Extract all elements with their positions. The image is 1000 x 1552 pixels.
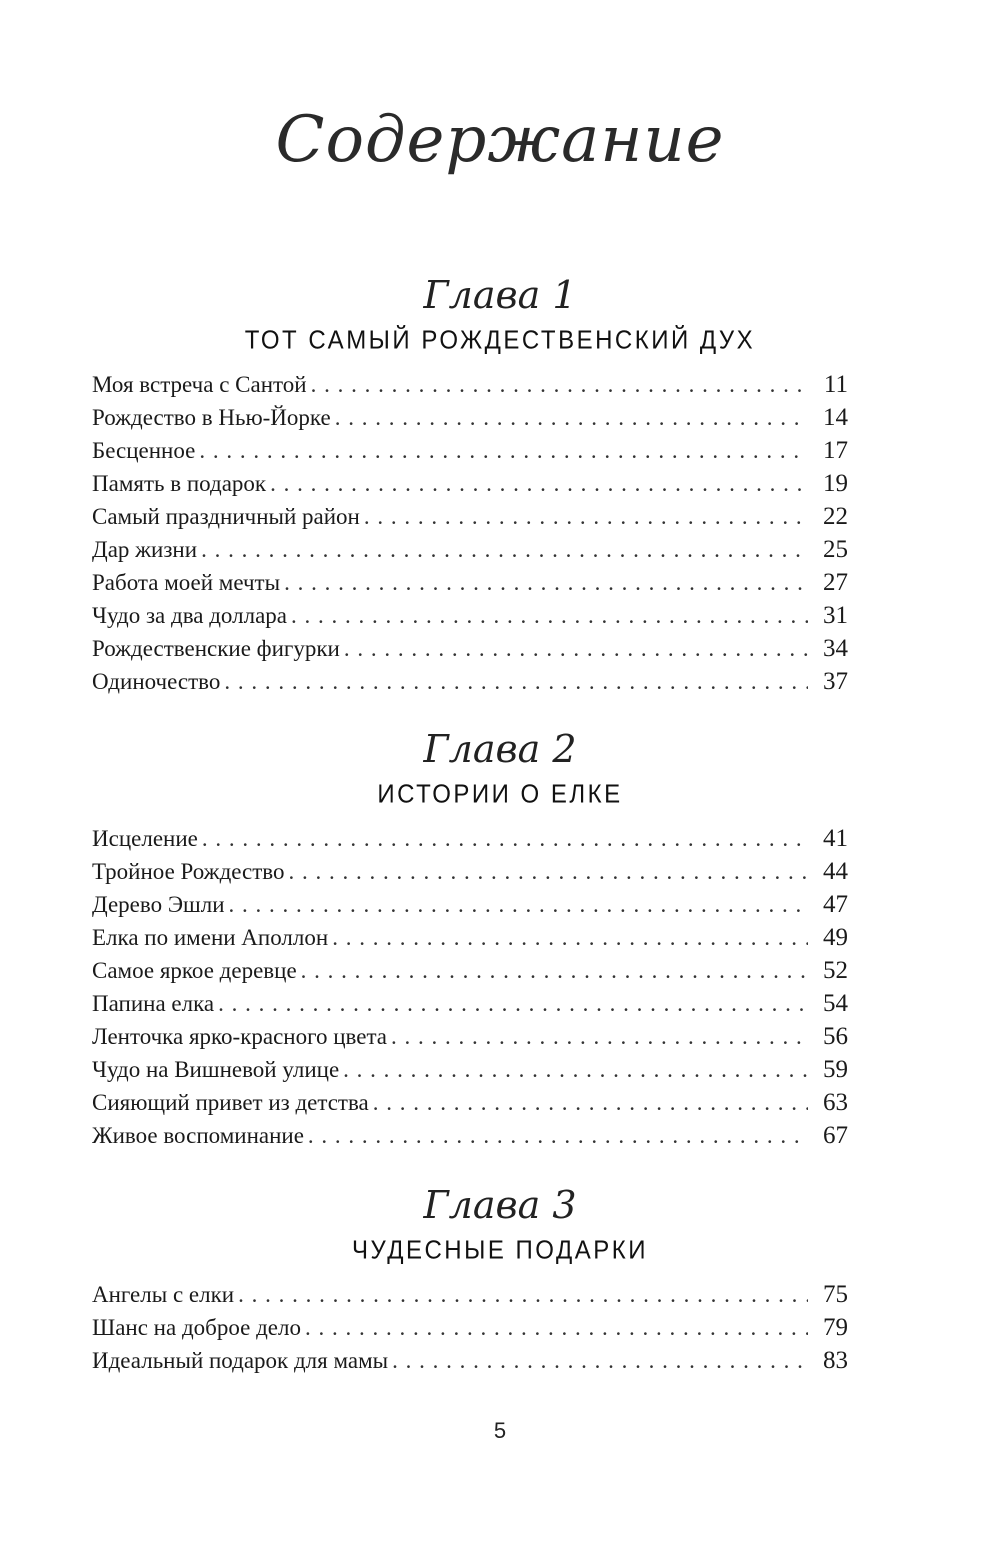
- toc-entry-title: Одиночество: [92, 669, 221, 694]
- toc-entry-title: Рождественские фигурки: [92, 636, 340, 661]
- leader-dots: [364, 500, 808, 533]
- toc-entry-page: 56: [823, 1023, 848, 1050]
- toc-entry-page: 41: [823, 825, 848, 852]
- toc-entry-title: Самое яркое деревце: [92, 958, 297, 983]
- toc-entry[interactable]: [92, 921, 848, 954]
- toc-entry-title: Шанс на доброе дело: [92, 1315, 301, 1340]
- leader-dots: [344, 632, 808, 665]
- toc-entry-title: Рождество в Нью-Йорке: [92, 405, 331, 430]
- chapter-heading: ИСТОРИИ О ЕЛКЕ: [377, 779, 623, 810]
- toc-entry-title: Ленточка ярко-красного цвета: [92, 1024, 388, 1049]
- toc-entry[interactable]: [92, 954, 848, 987]
- toc-entry[interactable]: [92, 632, 848, 665]
- toc-entry-title: Самый праздничный район: [92, 504, 360, 529]
- leader-dots: [308, 1119, 808, 1152]
- toc-entry-page: 31: [823, 602, 848, 629]
- toc-entry[interactable]: [92, 855, 848, 888]
- leader-dots: [270, 467, 808, 500]
- chapter-heading: ЧУДЕСНЫЕ ПОДАРКИ: [352, 1235, 648, 1266]
- toc-entry[interactable]: [92, 888, 848, 921]
- toc-entry[interactable]: [92, 1053, 848, 1086]
- toc-entry-page: 22: [823, 503, 848, 530]
- leader-dots: [238, 1278, 808, 1311]
- toc-entry-title: Ангелы с елки: [92, 1282, 235, 1307]
- toc-entry-page: 67: [823, 1122, 848, 1149]
- toc-entry[interactable]: [92, 434, 848, 467]
- leader-dots: [224, 665, 808, 698]
- chapter-label: Глава 1: [423, 273, 577, 317]
- leader-dots: [291, 599, 808, 632]
- toc-entry-title: Память в подарок: [92, 471, 267, 496]
- toc-entry-title: Чудо за два доллара: [92, 603, 287, 628]
- chapter-3-header: [0, 1182, 1000, 1266]
- toc-entry-title: Исцеление: [92, 826, 198, 851]
- leader-dots: [391, 1020, 808, 1053]
- leader-dots: [301, 954, 808, 987]
- toc-entry-page: 37: [823, 668, 848, 695]
- toc-entry[interactable]: [92, 566, 848, 599]
- toc-entry[interactable]: [92, 401, 848, 434]
- toc-entry-page: 34: [823, 635, 848, 662]
- toc-entry-page: 63: [823, 1089, 848, 1116]
- page-title: Содержание: [275, 103, 725, 177]
- toc-entry-title: Живое воспоминание: [92, 1123, 304, 1148]
- toc-entry-title: Работа моей мечты: [92, 570, 281, 595]
- toc-entry-title: Дерево Эшли: [92, 892, 225, 917]
- toc-entry[interactable]: [92, 533, 848, 566]
- toc-entry-page: 25: [823, 536, 848, 563]
- toc-entry-title: Папина елка: [92, 991, 215, 1016]
- leader-dots: [218, 987, 808, 1020]
- toc-entry[interactable]: [92, 1311, 848, 1344]
- toc-entry-page: 27: [823, 569, 848, 596]
- chapter-label: Глава 3: [423, 1183, 577, 1227]
- chapter-2-toc: [92, 822, 848, 1152]
- toc-entry[interactable]: [92, 467, 848, 500]
- toc-entry[interactable]: [92, 987, 848, 1020]
- toc-entry[interactable]: [92, 599, 848, 632]
- chapter-heading: ТОТ САМЫЙ РОЖДЕСТВЕНСКИЙ ДУХ: [244, 325, 756, 356]
- leader-dots: [311, 368, 808, 401]
- leader-dots: [284, 566, 808, 599]
- leader-dots: [289, 855, 808, 888]
- toc-entry[interactable]: [92, 665, 848, 698]
- toc-entry-page: 54: [823, 990, 848, 1017]
- toc-entry[interactable]: [92, 1344, 848, 1377]
- chapter-label: Глава 2: [423, 727, 577, 771]
- toc-entry-title: Сияющий привет из детства: [92, 1090, 369, 1115]
- toc-entry-title: Елка по имени Аполлон: [92, 925, 329, 950]
- toc-entry-page: 52: [823, 957, 848, 984]
- leader-dots: [229, 888, 808, 921]
- toc-entry[interactable]: [92, 1020, 848, 1053]
- chapter-2-header: [0, 726, 1000, 810]
- toc-entry[interactable]: [92, 368, 848, 401]
- toc-entry[interactable]: [92, 1278, 848, 1311]
- leader-dots: [392, 1344, 808, 1377]
- toc-entry[interactable]: [92, 500, 848, 533]
- toc-entry-page: 19: [823, 470, 848, 497]
- toc-entry-title: Моя встреча с Сантой: [92, 372, 307, 397]
- toc-entry-page: 49: [823, 924, 848, 951]
- chapter-1-header: [0, 272, 1000, 356]
- toc-entry-title: Дар жизни: [92, 537, 198, 562]
- toc-entry-title: Бесценное: [92, 438, 196, 463]
- toc-entry-title: Идеальный подарок для мамы: [92, 1348, 389, 1373]
- chapter-3-toc: [92, 1278, 848, 1377]
- chapter-1-toc: [92, 368, 848, 698]
- toc-entry-page: 75: [823, 1281, 848, 1308]
- toc-entry[interactable]: [92, 1119, 848, 1152]
- toc-entry-page: 14: [823, 404, 848, 431]
- leader-dots: [201, 533, 808, 566]
- toc-entry-page: 44: [823, 858, 848, 885]
- leader-dots: [332, 921, 808, 954]
- leader-dots: [335, 401, 808, 434]
- page-number: 5: [493, 1418, 507, 1443]
- leader-dots: [343, 1053, 808, 1086]
- toc-entry-page: 17: [823, 437, 848, 464]
- leader-dots: [305, 1311, 808, 1344]
- toc-entry-page: 47: [823, 891, 848, 918]
- toc-entry-page: 79: [823, 1314, 848, 1341]
- toc-entry-page: 59: [823, 1056, 848, 1083]
- leader-dots: [202, 822, 808, 855]
- toc-entry[interactable]: [92, 822, 848, 855]
- toc-entry-page: 83: [823, 1347, 848, 1374]
- toc-entry[interactable]: [92, 1086, 848, 1119]
- toc-entry-page: 11: [823, 371, 848, 398]
- toc-entry-title: Тройное Рождество: [92, 859, 285, 884]
- leader-dots: [373, 1086, 808, 1119]
- leader-dots: [199, 434, 808, 467]
- toc-entry-title: Чудо на Вишневой улице: [92, 1057, 340, 1082]
